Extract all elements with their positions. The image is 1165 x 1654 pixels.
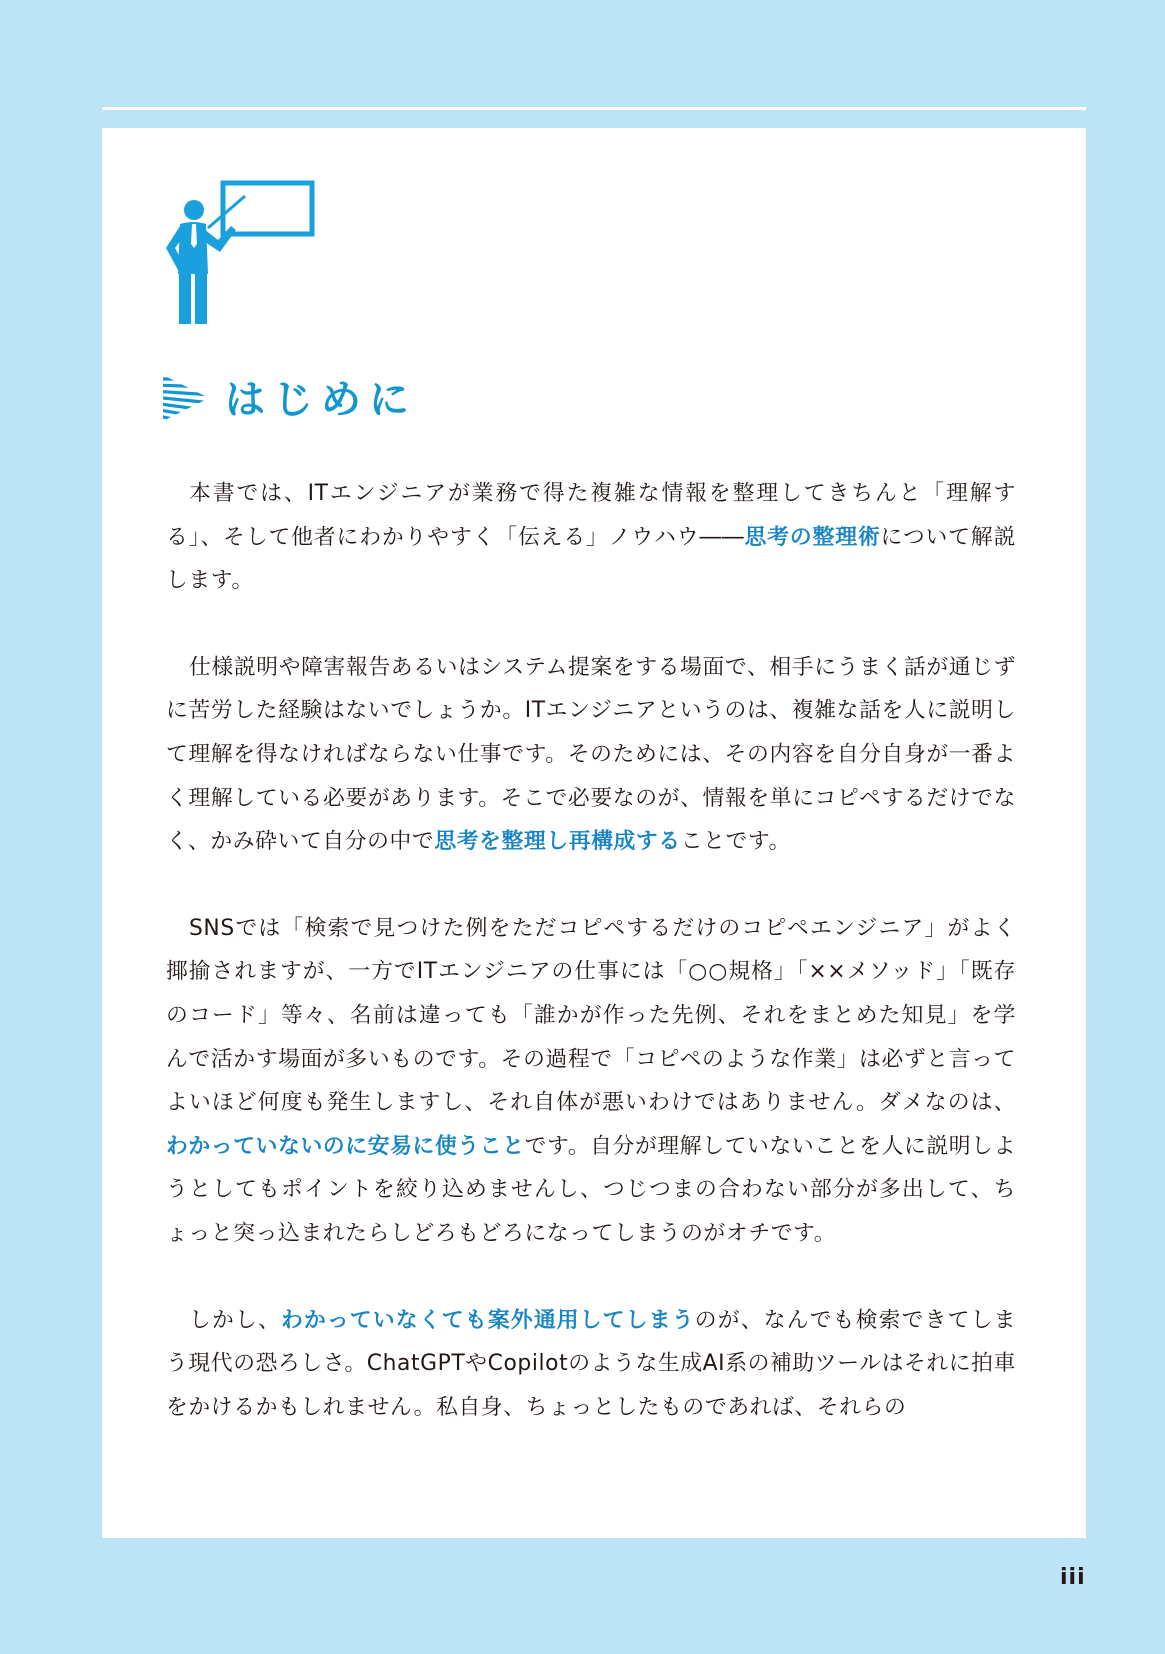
body-text	[166, 472, 1016, 1472]
paragraph-3	[166, 907, 1016, 1256]
paragraph-2	[166, 646, 1016, 864]
presenter-at-board-icon	[160, 178, 320, 326]
text-run: です。自分が理解していないことを人に説明しようとしてもポイントを絞り込めませんし、つじつまの合わない部分が多出して、ちょっと突っ込まれたらしどろもどろになってしまうのがオチです。	[166, 1133, 1016, 1246]
text-run: 本書では、ITエンジニアが業務で得た複雑な情報を整理してきちんと「理解する」、そして他者にわかりやすく「伝える」ノウハウ――	[166, 481, 1016, 550]
striped-triangle-icon	[163, 375, 209, 421]
page-number: iii	[1060, 1565, 1086, 1590]
paragraph-4	[166, 1299, 1016, 1430]
text-run: SNSでは「検索で見つけた例をただコピペするだけのコピペエンジニア」がよく揶揄されますが、一方でITエンジニアの仕事には「○○規格」「××メソッド」「既存のコード」等々、名前は違っても「誰かが作った先例、それをまとめた知見」を学んで活かす場面が多いものです。その過程で「コピペのような作業」は必ずと言ってよいほど何度も発生しますし、それ自体が悪いわけではありません。ダメなのは、	[166, 915, 1016, 1116]
highlighted-phrase: 思考を整理し再構成する	[434, 829, 681, 855]
highlighted-phrase: わかっていないのに安易に使うこと	[166, 1133, 525, 1159]
page-heading: はじめに	[225, 377, 417, 423]
text-run: について解説します。	[166, 524, 1016, 594]
text-run: のが、なんでも検索できてしまう現代の恐ろしさ。ChatGPTやCopilotのような生成AI系の補助ツールはそれに拍車をかけるかもしれません。私自身、ちょっとしたものであれば、それらの	[166, 1307, 1016, 1420]
highlighted-phrase: 思考の整理術	[744, 524, 881, 550]
text-run: ことです。	[680, 829, 791, 855]
paragraph-1	[166, 472, 1016, 603]
highlighted-phrase: わかっていなくても案外通用してしまう	[280, 1307, 695, 1333]
text-run: 仕様説明や障害報告あるいはシステム提案をする場面で、相手にうまく話が通じずに苦労した経験はないでしょうか。ITエンジニアというのは、複雑な話を人に説明して理解を得なければならない仕事です。そのためには、その内容を自分自身が一番よく理解している必要があります。そこで必要なのが、情報を単にコピペするだけでなく、かみ砕いて自分の中で	[166, 654, 1016, 855]
text-run: しかし、	[189, 1307, 281, 1333]
top-rule	[102, 107, 1086, 110]
